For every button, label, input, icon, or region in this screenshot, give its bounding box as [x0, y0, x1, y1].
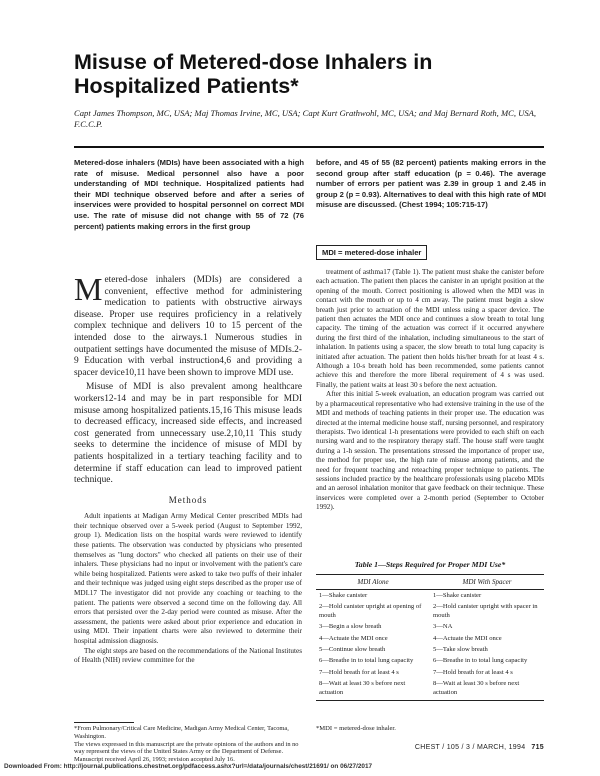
table-header-cell: MDI Alone [316, 575, 430, 590]
footnote-affiliation: *From Pulmonary/Critical Care Medicine, Madigan Army Medical Center, Tacoma, Washington. [74, 725, 289, 740]
table-row [316, 656, 544, 667]
abbreviation-box: MDI = metered-dose inhaler [316, 245, 427, 260]
abstract-left: Metered-dose inhalers (MDIs) have been associated with a high rate of misuse. Medical personnel also have a poor understanding of MDI technique. Hospitalized patients had their MDI technique observed before and after a series of inservices were provided to hospital personnel on correct MDI use. The rate of misuse did not change with 55 of 72 (76 percent) patients making errors in the first group [74, 158, 304, 231]
footnote-divider [74, 722, 134, 723]
table-cell: 1—Shake canister [319, 591, 368, 599]
table-cell: 8—Wait at least 30 s before next actuation [316, 679, 430, 701]
body-column-right [316, 268, 544, 513]
footnote-received: Manuscript received April 26, 1993; revision accepted July 16. [74, 756, 235, 764]
article-title: Misuse of Metered-dose Inhalers in Hospitalized Patients* [74, 50, 433, 98]
table-cell: 2—Hold canister upright at opening of mouth [319, 603, 422, 619]
table-row [316, 633, 544, 644]
table-cell: 2—Hold canister upright with spacer in mouth [433, 603, 538, 619]
intro-paragraph-1 [74, 271, 302, 379]
methods-paragraph-1: Adult inpatients at Madigan Army Medical Center prescribed MDIs had their technique observed over a 5-week period (August to September 1992, group 1). Medication lists on the hospital wards were reviewed to identify these patients. The observation was conducted by physicians who presented themselves as "lung doctors" who checked all patients on their use of their inhalers. These physicians had no input or involvement with the patient's care while being hospitalized. Patients were asked to take two puffs of their inhaler and their technique was judged using eight steps described as the proper use of MDI.17 The investigator did not provide any coaching or teaching to the patient. The patients were observed a second time on the following day. All errors that persisted over the 2-day period were counted as misuse. After the assessment, the patients were asked about prior experience and education in using MDI. Their inpatient charts were also reviewed to determine their hospital admission diagnosis. [74, 512, 302, 645]
right-paragraph-1: treatment of asthma17 (Table 1). The patient must shake the canister before each actuation. The patient then places the canister in an upright position at the opening of the mouth. Correct positioning is allowed when the MDI was in contact with the mouth or up to 4 cm away. The patient must begin a slow breath just prior to actuation of the MDI unless using a spacer device. The patient then actuates the MDI once and continues a slow breath to total lung capacity. The timing of the actuation was correct if it occurred anywhere during the first third of the inhalation, including simultaneous to the start of inhalation. In patients using a spacer, the slow breath to total lung capacity is initiated after actuation. The patient then holds his/her breath for at least 4 s. Although a 10-s breath hold has been recommended, some patients cannot achieve this and therefore the more liberal requirement of 4 s was used. Finally, the patient waits at least 30 s before the next actuation. [316, 268, 544, 389]
header-divider [74, 146, 544, 148]
table-cell: 5—Continue slow breath [319, 645, 386, 653]
table-header-cell: MDI With Spacer [430, 575, 544, 590]
table-cell: 8—Wait at least 30 s before next actuation [430, 679, 544, 701]
right-paragraph-2: After this initial 5-week evaluation, an education program was carried out by a pharmaceutical representative who had extensive training in the use of the MDI and methods of teaching patients in their proper use. The education was directed at the internal medicine house staff, nursing personnel, and respiratory therapists. Two identical 1-h presentations were provided to each shift on each nursing ward and to the respiratory therapy staff. The house staff were taught during a 1-h session. The presentations stressed the importance of proper use, the method for proper use, the high rate of misuse among patients, and the need for frequent teaching and reteaching proper technique to patients. The sessions included practice by the healthcare professionals using placebo MDIs and an aerosol inhalation monitor that gave feedback on their technique. These inservices were completed over a 2-month period (September to October 1992). [316, 390, 544, 512]
table-cell: 6—Breathe in to total lung capacity [319, 657, 414, 665]
table-cell: 3—NA [433, 623, 453, 631]
table-footnote: *MDI = metered-dose inhaler. [316, 725, 396, 732]
drop-cap: M [74, 271, 103, 307]
abstract-right: before, and 45 of 55 (82 percent) patients making errors in the second group after staff education (p = 0.46). The average number of errors per patient was 2.39 in group 1 and 2.45 in group 2 (p = 0.93). Alternatives to deal with this high rate of MDI misuse are discussed. (Chest 1994; 105:715-17) [316, 158, 546, 210]
table-cell: 6—Breathe in to total lung capacity [433, 657, 528, 665]
table-header-row [316, 575, 544, 590]
table-cell: 4—Actuate the MDI once [319, 634, 388, 642]
journal-citation: CHEST / 105 / 3 / MARCH, 1994 [414, 744, 526, 751]
footnote-disclaimer: The views expressed in this manuscript are the private opinions of the authors and in no way represent the views of the United States Army or the Department of Defense. [74, 740, 299, 756]
table-cell: 4—Actuate the MDI once [433, 634, 502, 642]
footnote [74, 725, 302, 764]
intro-paragraph-1-text: etered-dose inhalers (MDIs) are considered a convenient, effective method for administering medication to patients with obstructive airways disease. Proper use requires proficiency in a relatively complex technique and delivers 10 to 15 percent of the intended dose to the airways.1 Numerous studies in outpatient settings have documented the misuse of MDIs.2-9 Education with verbal instruction4,6 and providing a spacer device10,11 have been shown to improve MDI use. [74, 275, 302, 378]
table-caption: Table 1—Steps Required for Proper MDI Use* [354, 560, 506, 569]
table-row [316, 602, 544, 622]
methods-paragraph-2: The eight steps are based on the recommendations of the National Institutes of Health (NIH) review committee for the [74, 646, 302, 665]
intro-paragraph-2: Misuse of MDI is also prevalent among healthcare workers12-14 and may be in part responsible for MDI misuse among hospitalized patients.15,16 This misuse leads to decreased efficacy, increased side effects, and increased cost generated from unnecessary use.2,10,11 This study seeks to determine the incidence of misuse of MDI by patients hospitalized in a tertiary teaching facility and to determine if staff education can lead to improved patient technique. [74, 382, 302, 486]
table-row [316, 622, 544, 633]
table-row [316, 644, 544, 655]
table-row [316, 590, 544, 602]
page-number: 715 [531, 744, 544, 751]
table-cell: 5—Take slow breath [433, 645, 488, 653]
journal-footer [400, 744, 544, 751]
table-row [316, 667, 544, 678]
steps-table [316, 574, 544, 701]
table-row [316, 679, 544, 701]
table-cell: 3—Begin a slow breath [319, 623, 382, 631]
methods-heading: Methods [168, 494, 208, 505]
table-cell: 7—Hold breath for at least 4 s [319, 668, 399, 676]
author-list: Capt James Thompson, MC, USA; Maj Thomas Irvine, MC, USA; Capt Kurt Grathwohl, MC, USA; and Maj Bernard Roth, MC, USA, F.C.C.P. [74, 108, 537, 129]
body-column-left [74, 271, 302, 666]
download-watermark: Downloaded From: http://journal.publications.chestnet.org/pdfaccess.ashx?url=/data/journals/chest/21691/ on 06/27/2017 [4, 763, 373, 770]
table-cell: 7—Hold breath for at least 4 s [433, 668, 513, 676]
table-body [316, 590, 544, 701]
table-cell: 1—Shake canister [433, 591, 482, 599]
